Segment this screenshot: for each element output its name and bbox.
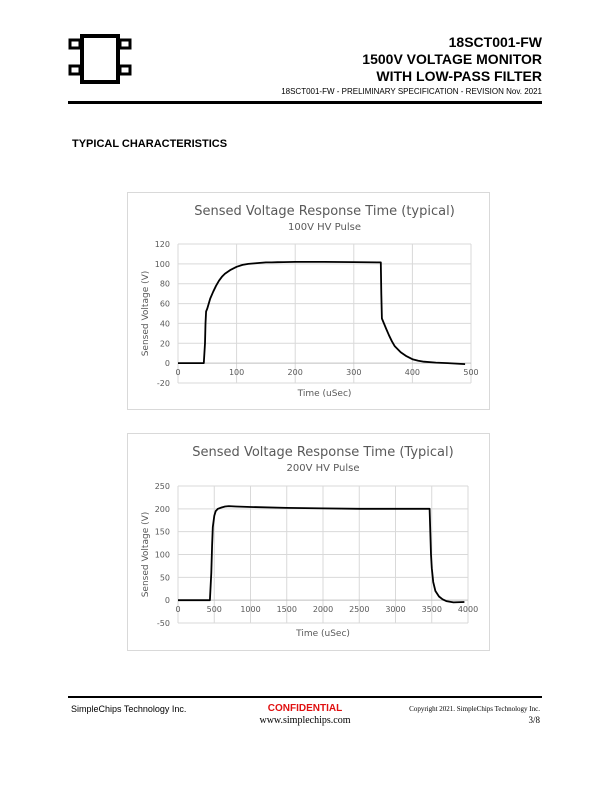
chart-100v-ytick-label: 0 xyxy=(164,359,170,369)
chart-200v-ytick-label: 200 xyxy=(154,504,170,514)
chart-100v-svg xyxy=(128,193,489,409)
footer-company: SimpleChips Technology Inc. xyxy=(71,704,187,714)
chart-200v-ytick-label: -50 xyxy=(156,619,170,628)
chart-100v-xtick-label: 500 xyxy=(463,368,479,378)
footer-page-number: 3/8 xyxy=(528,715,540,725)
header-rule xyxy=(68,101,542,104)
chart-200v-ytick-label: 150 xyxy=(154,527,170,537)
chart-100v-xtick-label: 0 xyxy=(175,368,181,378)
footer-copyright: Copyright 2021. SimpleChips Technology Inc. xyxy=(409,705,540,713)
chart-200v-xtick-label: 3500 xyxy=(421,605,442,615)
footer-confidential: CONFIDENTIAL xyxy=(267,703,343,714)
chart-100v-ytick-label: 20 xyxy=(159,339,170,349)
chart-100v-ylabel: Sensed Voltage (V) xyxy=(141,270,151,357)
spec-subtitle: 18SCT001-FW - PRELIMINARY SPECIFICATION - REVISION Nov. 2021 xyxy=(281,87,542,96)
chart-100v-ytick-label: 40 xyxy=(159,319,170,329)
chart-200v-subtitle: 200V HV Pulse xyxy=(286,463,360,474)
chart-200v-ytick-label: 250 xyxy=(154,482,170,491)
chart-100v-ytick-label: 120 xyxy=(154,240,170,249)
chart-100v-xlabel: Time (uSec) xyxy=(297,389,352,399)
chart-100v-ytick-label: 100 xyxy=(154,259,170,269)
chart-100v-xtick-label: 400 xyxy=(404,368,421,378)
footer-website: www.simplechips.com xyxy=(259,715,351,726)
chart-200v-xtick-label: 2500 xyxy=(349,605,370,615)
chart-200v-xtick-label: 4000 xyxy=(457,605,479,615)
chart-200v-ytick-label: 100 xyxy=(154,550,170,560)
title-line-2: WITH LOW-PASS FILTER xyxy=(376,68,542,84)
chart-100v-xtick-label: 300 xyxy=(346,368,362,378)
chart-100v-xtick-label: 100 xyxy=(228,368,245,378)
part-number: 18SCT001-FW xyxy=(448,34,542,50)
title-line-1: 1500V VOLTAGE MONITOR xyxy=(362,51,542,67)
chart-200v xyxy=(127,433,490,651)
chart-200v-xtick-label: 1500 xyxy=(276,605,297,615)
chart-100v xyxy=(127,192,490,410)
chart-200v-xtick-label: 3000 xyxy=(385,605,406,615)
chart-200v-ytick-label: 0 xyxy=(164,596,170,606)
chart-100v-xtick-label: 200 xyxy=(287,368,303,378)
section-title: TYPICAL CHARACTERISTICS xyxy=(72,138,228,150)
chart-100v-ytick-label: 60 xyxy=(159,299,170,309)
chart-100v-ytick-label: -20 xyxy=(156,379,170,388)
chart-200v-ylabel: Sensed Voltage (V) xyxy=(141,511,151,598)
chart-200v-xlabel: Time (uSec) xyxy=(296,629,350,639)
chart-200v-xtick-label: 500 xyxy=(206,605,222,615)
chip-package-logo xyxy=(68,34,132,84)
chart-100v-title: Sensed Voltage Response Time (typical) xyxy=(194,204,455,219)
chart-200v-title: Sensed Voltage Response Time (Typical) xyxy=(192,445,454,460)
chart-100v-ytick-label: 80 xyxy=(159,279,170,289)
chart-200v-svg xyxy=(128,434,489,650)
footer-rule xyxy=(68,696,542,698)
chart-100v-series-line xyxy=(178,262,465,364)
chart-100v-subtitle: 100V HV Pulse xyxy=(288,222,361,233)
chart-200v-xtick-label: 2000 xyxy=(312,605,334,615)
chart-200v-xtick-label: 0 xyxy=(175,605,181,615)
chart-200v-ytick-label: 50 xyxy=(159,573,170,583)
chart-200v-xtick-label: 1000 xyxy=(240,605,261,615)
